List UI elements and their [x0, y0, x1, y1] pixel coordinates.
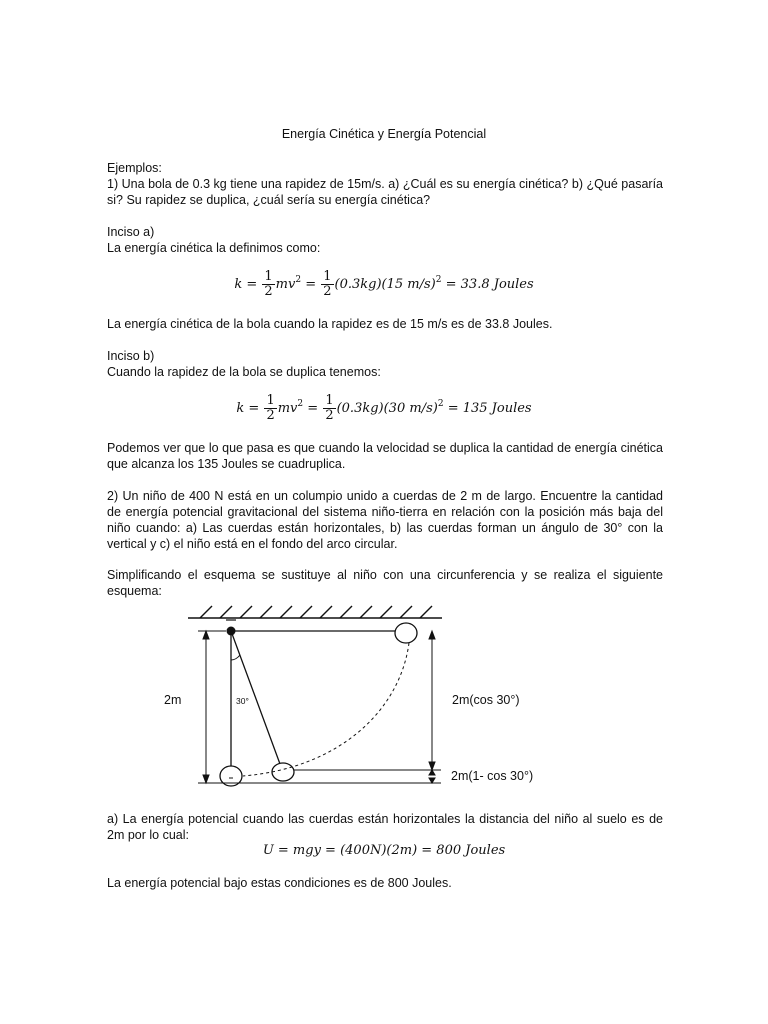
left-dimension-arrow	[203, 631, 209, 783]
swing-diagram	[0, 600, 768, 800]
frac-num: 1	[325, 393, 334, 408]
eq-b-lhs: k =	[236, 401, 260, 416]
potential-energy-equation: U = mgy = (400N)(2m) = 800 Joules	[262, 843, 506, 858]
eq-a-fraction-2	[321, 270, 333, 299]
eq-b-exp-1: 2	[297, 399, 304, 409]
frac-den: 2	[266, 408, 275, 423]
eq-b-exp-2: 2	[437, 399, 444, 409]
frac-den: 2	[323, 284, 332, 299]
eq-a-factor: (0.3kg)(15 m/s)	[334, 277, 436, 292]
part-b-heading: Inciso b)	[107, 349, 155, 363]
arc-path	[243, 643, 409, 776]
frac-num: 1	[264, 269, 273, 284]
eq-b-fraction-2	[323, 394, 335, 423]
label-30deg: 30°	[236, 696, 249, 706]
document-title: Energía Cinética y Energía Potencial	[281, 127, 487, 141]
child-circle-horizontal	[395, 623, 417, 643]
frac-num: 1	[266, 393, 275, 408]
bottom-dimension-arrow	[429, 770, 435, 783]
eq-a-exp-2: 2	[435, 275, 442, 285]
part-b-intro: Cuando la rapidez de la bola se duplica tenemos:	[107, 365, 381, 379]
eq-b-result: = 135 Joules	[447, 401, 532, 416]
eq-b-mv: mv	[277, 401, 298, 416]
kinetic-energy-equation-b: k = $\frac{1}{2}$ $mv^2$ = $\frac{1}{2}$ (0.3kg)(30 m/s)$^2$ = 135 Joules	[236, 393, 532, 423]
eq-b-fraction-1	[264, 394, 276, 423]
kinetic-energy-equation-a: k = $\frac{1}{2}$ $mv^2$ = $\frac{1}{2}$ (0.3kg)(15 m/s)$^2$ = 33.8 Joules	[234, 269, 534, 299]
problem2-line2: de energía potencial gravitacional del sistema niño-tierra en relación con la posición más baja del	[107, 505, 663, 519]
problem1-line1: 1) Una bola de 0.3 kg tiene una rapidez de 15m/s. a) ¿Cuál es su energía cinética? b) ¿Qué pasaría	[107, 177, 663, 191]
problem2-line4: vertical y c) el niño está en el fondo del arco circular.	[107, 537, 398, 551]
part2a-line1: a) La energía potencial cuando las cuerdas están horizontales la distancia del niño al suelo es de	[107, 812, 663, 826]
problem2-line1: 2) Un niño de 400 N está en un columpio unido a cuerdas de 2 m de largo. Encuentre la cantidad	[107, 489, 663, 503]
eq-a-result: = 33.8 Joules	[445, 277, 534, 292]
right-dimension-arrow	[429, 631, 435, 770]
part-b-conclusion-line2: que alcanza los 135 Joules se cuadruplica.	[107, 457, 346, 471]
part-a-intro: La energía cinética la definimos como:	[107, 241, 321, 255]
eq-a-fraction-1	[262, 270, 274, 299]
part-b-conclusion-line1: Podemos ver que lo que pasa es que cuando la velocidad se duplica la cantidad de energía cinética	[107, 441, 663, 455]
angle-arc	[231, 655, 240, 660]
part-a-conclusion: La energía cinética de la bola cuando la rapidez es de 15 m/s es de 33.8 Joules.	[107, 317, 553, 331]
eq-b-factor: (0.3kg)(30 m/s)	[336, 401, 438, 416]
problem2-line3: niño cuando: a) Las cuerdas están horizontales, b) las cuerdas forman un ángulo de 30° con la	[107, 521, 663, 535]
examples-heading: Ejemplos:	[107, 161, 162, 175]
eq-a-mv: mv	[275, 277, 296, 292]
frac-num: 1	[323, 269, 332, 284]
frac-den: 2	[264, 284, 273, 299]
part-a-heading: Inciso a)	[107, 225, 155, 239]
part2a-conclusion: La energía potencial bajo estas condiciones es de 800 Joules.	[107, 876, 452, 890]
ceiling	[188, 606, 442, 618]
eq-a-lhs: k =	[234, 277, 258, 292]
scheme-line2: esquema:	[107, 584, 162, 598]
label-2m-1-cos30: 2m(1- cos 30°)	[451, 769, 534, 783]
part2a-line2: 2m por lo cual:	[107, 828, 189, 842]
frac-den: 2	[325, 408, 334, 423]
eq-a-exp-1: 2	[295, 275, 302, 285]
problem1-line2: si? Su rapidez se duplica, ¿cuál sería su energía cinética?	[107, 193, 431, 207]
label-2m-cos30: 2m(cos 30°)	[452, 693, 520, 707]
child-circle-30deg	[272, 763, 294, 781]
scheme-line1: Simplificando el esquema se sustituye al niño con una circunferencia y se realiza el siguiente	[107, 568, 663, 582]
label-2m: 2m	[164, 693, 182, 707]
